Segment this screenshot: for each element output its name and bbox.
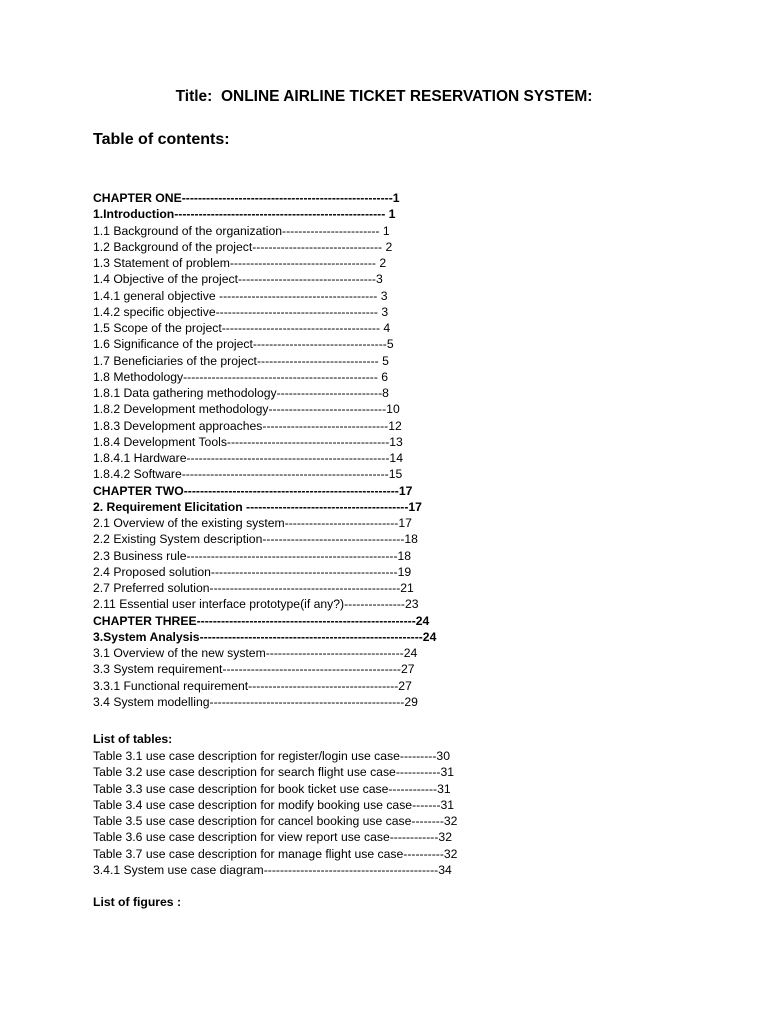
toc-entry: 1.6 Significance of the project---------------------------------5 (93, 337, 394, 352)
toc-entry: 1.Introduction---------------------------------------------------- 1 (93, 207, 396, 222)
toc-entry: 1.2 Background of the project-------------------------------- 2 (93, 239, 393, 254)
table-entry: Table 3.7 use case description for manage flight use case----------32 (93, 846, 458, 861)
toc-entry: 1.1 Background of the organization------------------------ 1 (93, 223, 390, 238)
list-of-tables-heading: List of tables: (93, 732, 173, 746)
toc-entry: 2.3 Business rule----------------------------------------------------18 (93, 548, 412, 563)
toc-entry: 3.4 System modelling------------------------------------------------29 (93, 694, 418, 709)
toc-entry: CHAPTER TWO-----------------------------------------------------17 (93, 483, 413, 498)
toc-entry: 1.7 Beneficiaries of the project------------------------------ 5 (93, 353, 389, 368)
toc-entry: 2.2 Existing System description-----------------------------------18 (93, 532, 418, 547)
table-entry: Table 3.2 use case description for search flight use case-----------31 (93, 765, 455, 780)
toc-entry: 1.8.2 Development methodology-----------------------------10 (93, 402, 400, 417)
toc-list (93, 190, 436, 710)
toc-entry: 3.3.1 Functional requirement-------------------------------------27 (93, 678, 412, 693)
toc-entry: 1.8 Methodology------------------------------------------------ 6 (93, 369, 389, 384)
toc-entry: CHAPTER THREE------------------------------------------------------24 (93, 613, 430, 628)
toc-entry: 2.11 Essential user interface prototype(if any?)---------------23 (93, 597, 419, 612)
toc-entry: 2.1 Overview of the existing system----------------------------17 (93, 516, 412, 530)
table-entry: 3.4.1 System use case diagram-------------------------------------------34 (93, 862, 452, 877)
toc-entry: 1.8.4.1 Hardware--------------------------------------------------14 (93, 451, 403, 465)
table-entry: Table 3.6 use case description for view report use case------------32 (93, 830, 452, 845)
table-entry: Table 3.5 use case description for cancel booking use case--------32 (93, 814, 458, 828)
toc-entry: 1.8.4.2 Software---------------------------------------------------15 (93, 467, 403, 482)
table-entry: Table 3.4 use case description for modify booking use case-------31 (93, 797, 455, 812)
toc-entry: 1.4.1 general objective --------------------------------------- 3 (93, 288, 388, 303)
document-title: Title: ONLINE AIRLINE TICKET RESERVATION SYSTEM: (175, 88, 593, 105)
tables-list (93, 748, 457, 878)
toc-entry: 1.8.1 Data gathering methodology--------------------------8 (93, 386, 389, 400)
toc-entry: 1.4.2 specific objective---------------------------------------- 3 (93, 304, 389, 319)
toc-entry: 2.4 Proposed solution----------------------------------------------19 (93, 564, 412, 579)
toc-entry: 3.3 System requirement--------------------------------------------27 (93, 662, 415, 677)
list-of-figures-heading: List of figures : (93, 895, 182, 909)
toc-entry: 1.8.4 Development Tools----------------------------------------13 (93, 434, 403, 449)
toc-entry: 1.3 Statement of problem------------------------------------ 2 (93, 256, 387, 270)
toc-entry: 2. Requirement Elicitation ----------------------------------------17 (93, 499, 422, 514)
toc-entry: CHAPTER ONE----------------------------------------------------1 (93, 191, 400, 205)
toc-entry: 1.5 Scope of the project--------------------------------------- 4 (93, 321, 391, 335)
toc-entry: 1.8.3 Development approaches-------------------------------12 (93, 418, 402, 433)
table-entry: Table 3.3 use case description for book ticket use case------------31 (93, 781, 451, 796)
toc-entry: 3.1 Overview of the new system----------------------------------24 (93, 646, 418, 660)
table-entry: Table 3.1 use case description for register/login use case---------30 (93, 749, 450, 763)
toc-entry: 2.7 Preferred solution-----------------------------------------------21 (93, 581, 414, 595)
toc-entry: 3.System Analysis-------------------------------------------------------24 (93, 629, 437, 644)
toc-heading: Table of contents: (93, 131, 230, 148)
toc-entry: 1.4 Objective of the project----------------------------------3 (93, 272, 383, 287)
